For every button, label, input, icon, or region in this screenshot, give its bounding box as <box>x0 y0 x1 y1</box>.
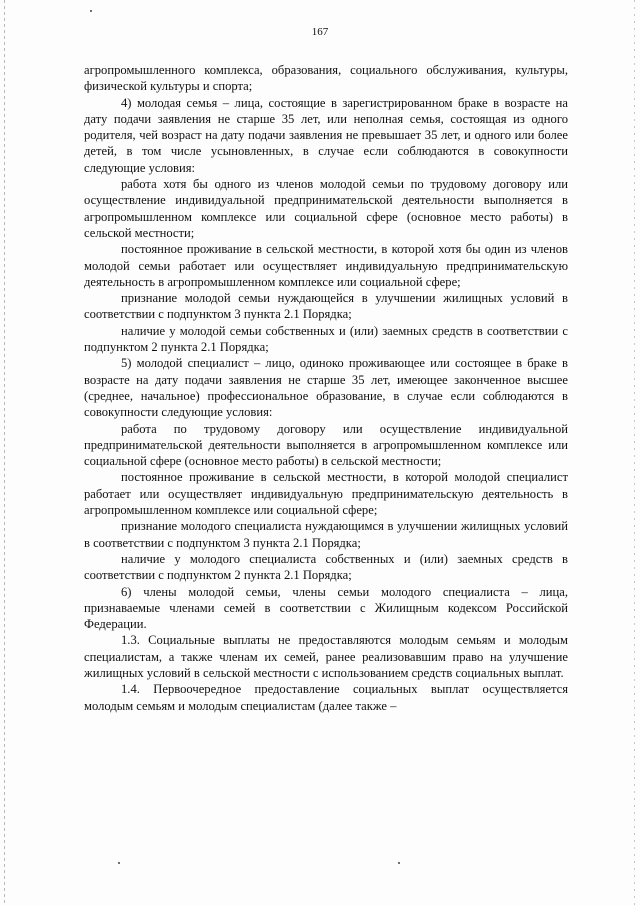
paragraph: работа хотя бы одного из членов молодой семьи по трудовому договору или осуществление индивидуальной предпринимательской деятельности выполняется в агропромышленном комплексе или социальной сфере (основное место работы) в сельской местности; <box>84 177 568 240</box>
paragraph: 1.4. Первоочередное предоставление социальных выплат осуществляется молодым семьям и молодым специалистам (далее также – <box>84 682 568 713</box>
scan-left-edge <box>4 0 5 905</box>
paragraph: работа по трудовому договору или осуществление индивидуальной предпринимательской деятельности выполняется в агропромышленном комплексе или социальной сфере (основное место работы) в сельской местности; <box>84 421 568 469</box>
paragraph: наличие у молодого специалиста собственных и (или) заемных средств в соответствии с подпунктом 2 пункта 2.1 Порядка; <box>84 551 568 583</box>
scan-speck <box>398 862 400 864</box>
scan-speck <box>118 862 120 864</box>
paragraph: агропромышленного комплекса, образования, социального обслуживания, культуры, физической культуры и спорта; <box>84 63 568 94</box>
paragraph: 6) члены молодой семьи, члены семьи молодого специалиста – лица, признаваемые членами семей в соответствии с Жилищным кодексом Российской Федерации. <box>84 584 568 632</box>
paragraph: 5) молодой специалист – лицо, одиноко проживающее или состоящее в браке в возрасте на дату подачи заявления не старше 35 лет, имеющее законченное высшее (среднее, начальное) профессиональное образование, в случае если соблюдаются в совокупности следующие условия: <box>84 356 568 420</box>
scan-speck <box>90 10 92 12</box>
paragraph: наличие у молодой семьи собственных и (или) заемных средств в соответствии с подпунктом 2 пункта 2.1 Порядка; <box>84 323 568 355</box>
scan-right-edge <box>634 0 635 905</box>
paragraph: 4) молодая семья – лица, состоящие в зарегистрированном браке в возрасте на дату подачи заявления не старше 35 лет, или неполная семья, состоящая из одного родителя, чей возраст на дату подачи заявления не превышает 35 лет, и одного или более детей, в том числе усыновленных, в случае если соблюдаются в совокупности следующие условия: <box>84 95 568 175</box>
paragraph: 1.3. Социальные выплаты не предоставляются молодым семьям и молодым специалистам, а также членам их семей, ранее реализовавшим право на улучшение жилищных условий в сельской местности с использованием средств социальных выплат. <box>84 633 568 680</box>
document-body <box>84 62 568 714</box>
paragraph: постоянное проживание в сельской местности, в которой хотя бы один из членов молодой семьи работает или осуществляет индивидуальную предпринимательскую деятельность в агропромышленном комплексе или социальной сфере; <box>84 242 568 289</box>
paragraph: признание молодой семьи нуждающейся в улучшении жилищных условий в соответствии с подпунктом 3 пункта 2.1 Порядка; <box>84 291 568 322</box>
paragraph: признание молодого специалиста нуждающимся в улучшении жилищных условий в соответствии с подпунктом 3 пункта 2.1 Порядка; <box>84 519 568 550</box>
page-number: 167 <box>311 26 329 38</box>
paragraph: постоянное проживание в сельской местности, в которой молодой специалист работает или осуществляет индивидуальную предпринимательскую деятельность в агропромышленном комплексе или социальной сфере; <box>84 470 568 518</box>
